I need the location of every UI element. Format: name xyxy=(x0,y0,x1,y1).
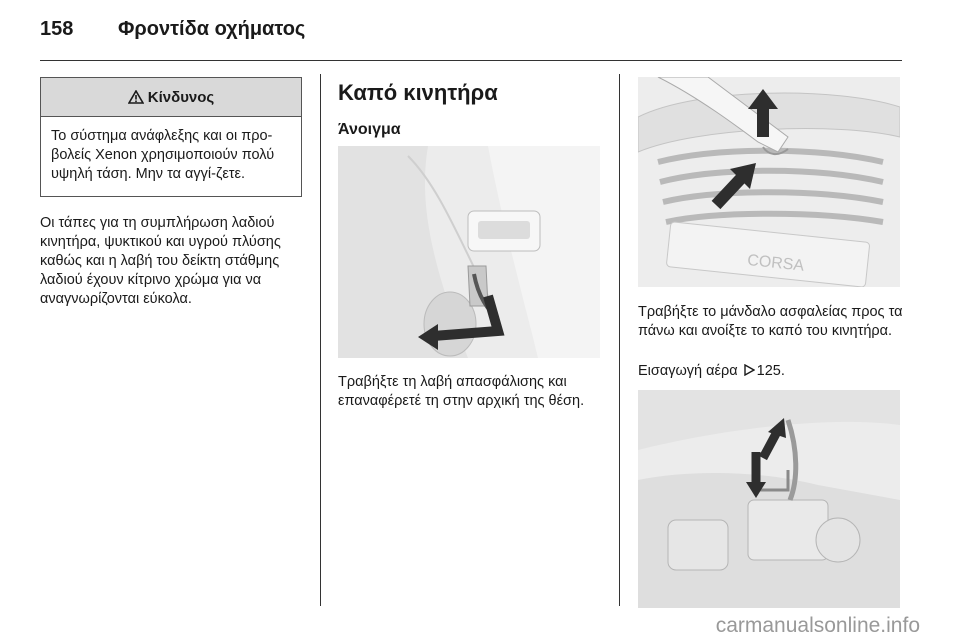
fluid-caps-paragraph: Οι τάπες για τη συμπλήρωση λαδιού κινητήρα, ψυκτικού και υγρού πλύσης καθώς και η λαβή του δείκτη στάθμης λαδιού έχουν κίτρινο χρώμα για να αναγνωρίζονται εύκολα. xyxy=(40,215,281,307)
air-intake-reference xyxy=(638,362,908,381)
watermark: carmanualsonline.info xyxy=(715,614,920,637)
danger-header xyxy=(41,78,301,117)
danger-title: Κίνδυνος xyxy=(147,88,215,106)
safety-catch-paragraph: Τραβήξτε το μάνδαλο ασφαλείας προς τα πάνω και ανοίξτε το καπό του κινητήρα. xyxy=(638,304,903,339)
danger-text: Το σύστημα ανάφλεξης και οι προ-βολείς Xenon χρησιμοποιούν πολύ υψηλή τάση. Μην τα αγγί-ζετε. xyxy=(51,128,275,182)
column-divider-1 xyxy=(320,74,321,606)
reference-text: Εισαγωγή αέρα xyxy=(638,363,738,379)
page-number: 158 xyxy=(40,18,74,40)
warning-icon xyxy=(128,90,144,104)
reference-page: 125. xyxy=(756,363,785,379)
section-title: Καπό κινητήρα xyxy=(338,80,498,105)
engine-bay-illustration xyxy=(638,390,900,608)
car-badge: CORSA xyxy=(746,251,805,275)
release-lever-illustration xyxy=(338,146,600,358)
bonnet-latch-illustration xyxy=(638,77,900,287)
subsection-title: Άνοιγμα xyxy=(338,121,401,138)
page-header xyxy=(40,18,305,41)
page-reference-icon xyxy=(744,364,755,376)
danger-box xyxy=(40,77,302,197)
column-divider-2 xyxy=(619,74,620,606)
header-rule xyxy=(40,60,902,61)
release-lever-paragraph: Τραβήξτε τη λαβή απασφάλισης και επαναφέρετέ τη στην αρχική της θέση. xyxy=(338,374,585,409)
chapter-title: Φροντίδα οχήματος xyxy=(118,18,306,40)
